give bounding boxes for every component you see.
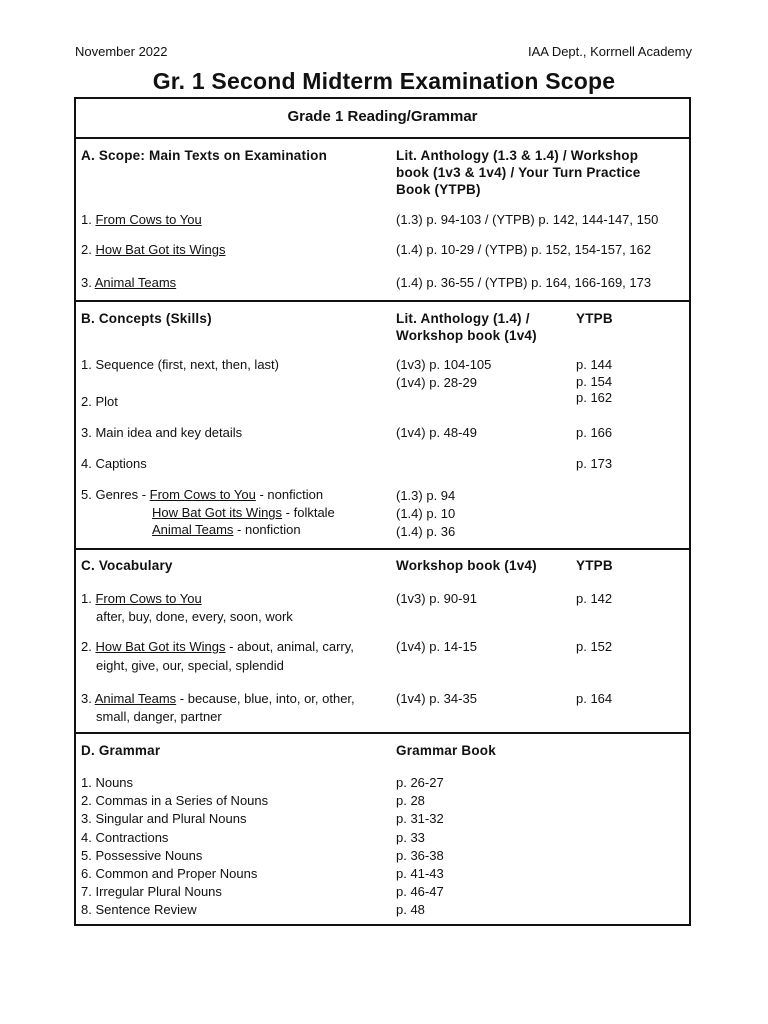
page-ref: p. 41-43: [396, 866, 444, 881]
list-item: 1. Sequence (first, next, then, last): [81, 357, 279, 372]
section-c-col-head: Workshop book (1v4): [396, 558, 537, 573]
page-ref: p. 26-27: [396, 775, 444, 790]
text-title: Animal Teams: [94, 275, 177, 290]
section-c-heading: C. Vocabulary: [81, 558, 173, 573]
page-ref: (1.4) p. 10: [396, 506, 456, 521]
section-a-heading: A. Scope: Main Texts on Examination: [81, 148, 328, 163]
ytpb-ref: p. 164: [576, 691, 613, 706]
list-item: 2. Plot: [81, 394, 118, 409]
section-d-col-head: Grammar Book: [396, 743, 496, 758]
list-item: 5. Possessive Nouns: [81, 848, 203, 863]
page-ref: p. 33: [396, 830, 425, 845]
page-title: Gr. 1 Second Midterm Examination Scope: [152, 68, 616, 94]
ytpb-ref: p. 152: [576, 639, 613, 654]
divider: [76, 732, 689, 734]
page-ref: (1v3) p. 104-105: [396, 357, 492, 372]
vocab-words: after, buy, done, every, soon, work: [96, 609, 293, 624]
page-ref: (1v4) p. 28-29: [396, 375, 477, 390]
page-ref: (1v4) p. 14-15: [396, 639, 477, 654]
section-b-col-head-line1: Lit. Anthology (1.4) /: [396, 311, 530, 326]
header-organization: IAA Dept., Korrnell Academy: [527, 44, 692, 59]
section-a-col-head-line3: Book (YTPB): [396, 182, 481, 197]
page-ref: (1v4) p. 34-35: [396, 691, 477, 706]
list-item: How Bat Got its Wings - folktale: [152, 505, 335, 520]
ytpb-ref: p. 166: [576, 425, 613, 440]
page-ref: (1.4) p. 36: [396, 524, 456, 539]
page-ref: p. 46-47: [396, 884, 444, 899]
list-item: 4. Contractions: [81, 830, 169, 845]
text-title: How Bat Got its Wings: [95, 242, 226, 257]
list-item: 3. Main idea and key details: [81, 425, 243, 440]
text-title: How Bat Got its Wings: [152, 505, 283, 520]
list-item: 3. Singular and Plural Nouns: [81, 811, 247, 826]
list-item: 4. Captions: [81, 456, 147, 471]
text-title: From Cows to You: [149, 487, 256, 502]
text-title: From Cows to You: [95, 212, 202, 227]
ytpb-ref: p. 142: [576, 591, 613, 606]
text-title: How Bat Got its Wings: [95, 639, 226, 654]
ytpb-ref: p. 162: [576, 390, 613, 405]
list-item: 8. Sentence Review: [81, 902, 197, 917]
header-date: November 2022: [75, 44, 168, 59]
vocab-words: small, danger, partner: [96, 709, 222, 724]
page-ref: (1v3) p. 90-91: [396, 591, 477, 606]
text-title: From Cows to You: [95, 591, 202, 606]
page-ref: (1.3) p. 94: [396, 488, 456, 503]
divider: [76, 548, 689, 550]
ytpb-ref: p. 144: [576, 357, 613, 372]
page-ref: (1.4) p. 36-55 / (YTPB) p. 164, 166-169, 173: [396, 275, 652, 290]
list-item: 1. Nouns: [81, 775, 134, 790]
list-item: Animal Teams - nonfiction: [152, 522, 301, 537]
list-item: 3. Animal Teams - because, blue, into, or, other,: [81, 691, 355, 706]
page-ref: p. 36-38: [396, 848, 444, 863]
ytpb-ref: p. 154: [576, 374, 613, 389]
section-b-heading: B. Concepts (Skills): [81, 311, 212, 326]
page-ref: p. 48: [396, 902, 425, 917]
divider: [76, 300, 689, 302]
text-title: Animal Teams: [94, 691, 177, 706]
scope-table: [74, 97, 691, 926]
section-a-col-head-line2: book (1v3 & 1v4) / Your Turn Practice: [396, 165, 641, 180]
list-item: 3. Animal Teams: [81, 275, 177, 290]
page-ref: (1v4) p. 48-49: [396, 425, 477, 440]
section-a-col-head-line1: Lit. Anthology (1.3 & 1.4) / Workshop: [396, 148, 639, 163]
list-item: 2. How Bat Got its Wings: [81, 242, 226, 257]
section-b-col-ytpb: YTPB: [576, 311, 613, 326]
list-item: 1. From Cows to You: [81, 212, 202, 227]
list-item: 1. From Cows to You: [81, 591, 202, 606]
vocab-words: eight, give, our, special, splendid: [96, 658, 284, 673]
page-ref: p. 31-32: [396, 811, 444, 826]
list-item: 2. Commas in a Series of Nouns: [81, 793, 269, 808]
section-c-col-ytpb: YTPB: [576, 558, 613, 573]
divider: [76, 137, 689, 139]
section-b-col-head-line2: Workshop book (1v4): [396, 328, 537, 343]
ytpb-ref: p. 173: [576, 456, 613, 471]
section-d-heading: D. Grammar: [81, 743, 161, 758]
page-ref: (1.4) p. 10-29 / (YTPB) p. 152, 154-157, 162: [396, 242, 652, 257]
page-ref: (1.3) p. 94-103 / (YTPB) p. 142, 144-147, 150: [396, 212, 659, 227]
list-item: 7. Irregular Plural Nouns: [81, 884, 222, 899]
subject-title: Grade 1 Reading/Grammar: [287, 108, 478, 125]
list-item: 5. Genres - From Cows to You - nonfiction: [81, 487, 324, 502]
text-title: Animal Teams: [152, 522, 234, 537]
page-ref: p. 28: [396, 793, 425, 808]
list-item: 2. How Bat Got its Wings - about, animal, carry,: [81, 639, 354, 654]
list-item: 6. Common and Proper Nouns: [81, 866, 258, 881]
